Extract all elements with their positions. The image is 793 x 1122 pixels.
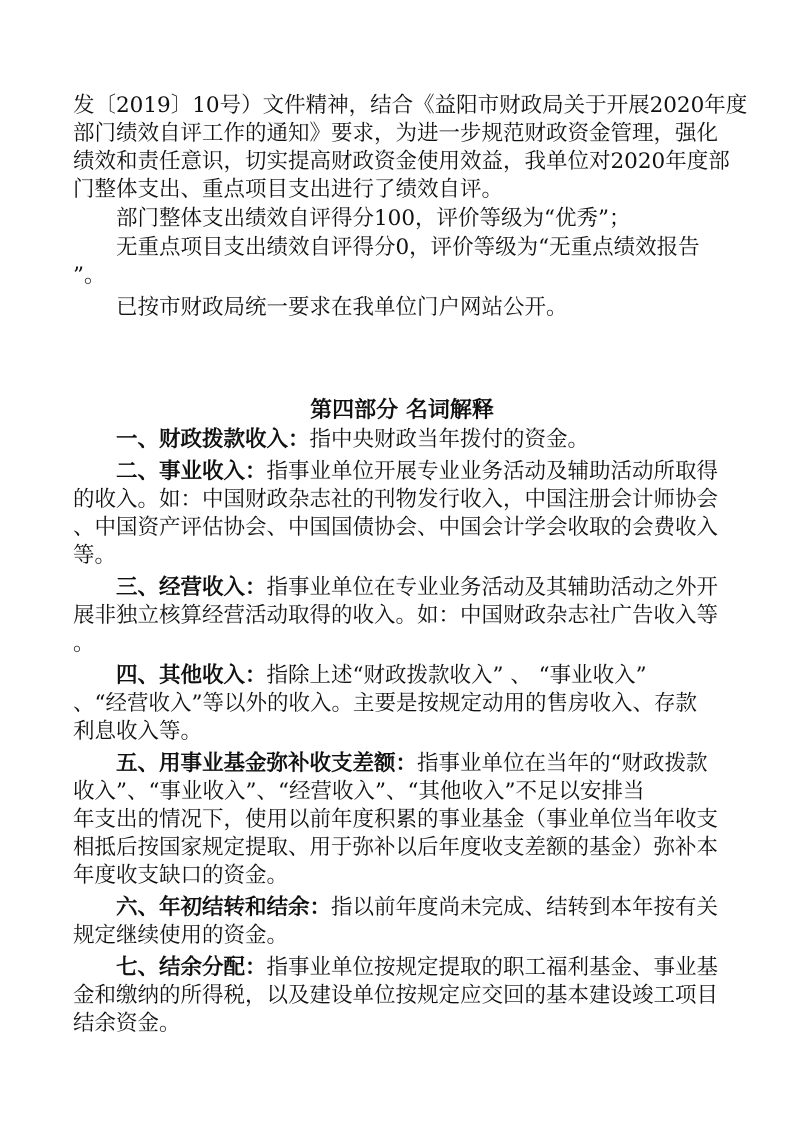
glossary-definition: 指除上述“财政拨款收入” 、 “事业收入”: [266, 663, 647, 688]
text-line: [73, 662, 723, 690]
section-title: 第四部分 名词解释: [310, 397, 494, 423]
glossary-item: [73, 894, 723, 950]
text-line: 规定继续使用的资金。: [73, 923, 289, 948]
glossary-item: [73, 750, 723, 890]
text-line: 、中国资产评估协会、中国国债协会、中国会计学会收取的会费收入: [73, 515, 719, 540]
text-line: [73, 426, 723, 454]
text-line: 门整体支出、重点项目支出进行了绩效自评。: [73, 177, 504, 202]
text-line: 无重点项目支出绩效自评得分0，评价等级为“无重点绩效报告: [116, 235, 700, 260]
glossary-item: [73, 662, 723, 746]
glossary-term: 一、财政拨款收入：: [116, 427, 310, 452]
text-line: 相抵后按国家规定提取、用于弥补以后年度收支差额的基金）弥补本: [73, 835, 719, 860]
text-line: 展非独立核算经营活动取得的收入。如：中国财政杂志社广告收入等: [73, 603, 719, 628]
text-line: [73, 458, 723, 486]
text-line: 部门整体支出绩效自评得分100，评价等级为“优秀”；: [116, 206, 631, 231]
text-line: 部门绩效自评工作的通知》要求，为进一步规范财政资金管理，强化: [73, 121, 719, 146]
text-line: 的收入。如：中国财政杂志社的刊物发行收入，中国注册会计师协会: [73, 487, 719, 512]
glossary-term: 五、用事业基金弥补收支差额：: [116, 751, 418, 776]
text-line: [73, 954, 723, 982]
glossary-term: 六、年初结转和结余：: [116, 895, 332, 920]
text-line: [73, 750, 723, 778]
text-line: ”。: [73, 263, 106, 288]
text-line: 金和缴纳的所得税，以及建设单位按规定应交回的基本建设竣工项目: [73, 983, 719, 1008]
glossary-term: 三、经营收入：: [116, 575, 267, 600]
text-line: 已按市财政局统一要求在我单位门户网站公开。: [116, 295, 568, 320]
glossary-definition: 指事业单位在当年的“财政拨款: [417, 751, 708, 776]
glossary-item: [73, 954, 723, 1038]
intro-paragraph: [73, 92, 748, 204]
text-line: 等。: [73, 543, 117, 568]
text-line: 结余资金。: [73, 1011, 181, 1036]
text-line: 收入”、“事业收入”、“经营收入”、“其他收入”不足以安排当: [73, 779, 645, 804]
glossary-definition: 指事业单位在专业业务活动及其辅助活动之外开: [266, 575, 719, 600]
text-line: 。: [73, 631, 95, 656]
publication-paragraph: [73, 294, 723, 322]
text-line: 发〔2019〕10号）文件精神，结合《益阳市财政局关于开展2020年度: [73, 93, 748, 118]
glossary-item: [73, 574, 723, 658]
glossary-item: [73, 458, 723, 570]
glossary-definition: 指事业单位开展专业业务活动及辅助活动所取得: [266, 459, 719, 484]
glossary-term: 七、结余分配：: [116, 955, 267, 980]
text-line: 利息收入等。: [73, 719, 203, 744]
text-line: 年度收支缺口的资金。: [73, 863, 289, 888]
glossary-item: [73, 426, 723, 454]
glossary-list: [73, 426, 723, 1038]
department-score-paragraph: [73, 205, 723, 233]
text-line: 年支出的情况下，使用以前年度积累的事业基金（事业单位当年收支: [73, 807, 719, 832]
document-page: [73, 92, 748, 1039]
glossary-term: 四、其他收入：: [116, 663, 267, 688]
text-line: [73, 894, 723, 922]
glossary-term: 二、事业收入：: [116, 459, 267, 484]
glossary-definition: 指中央财政当年拨付的资金。: [309, 427, 590, 452]
text-line: 绩效和责任意识，切实提高财政资金使用效益，我单位对2020年度部: [73, 149, 730, 174]
glossary-definition: 指以前年度尚未完成、结转到本年按有关: [331, 895, 719, 920]
glossary-definition: 指事业单位按规定提取的职工福利基金、事业基: [266, 955, 719, 980]
text-line: 、“经营收入”等以外的收入。主要是按规定动用的售房收入、存款: [73, 691, 697, 716]
project-score-paragraph: [73, 234, 723, 290]
text-line: [73, 574, 723, 602]
